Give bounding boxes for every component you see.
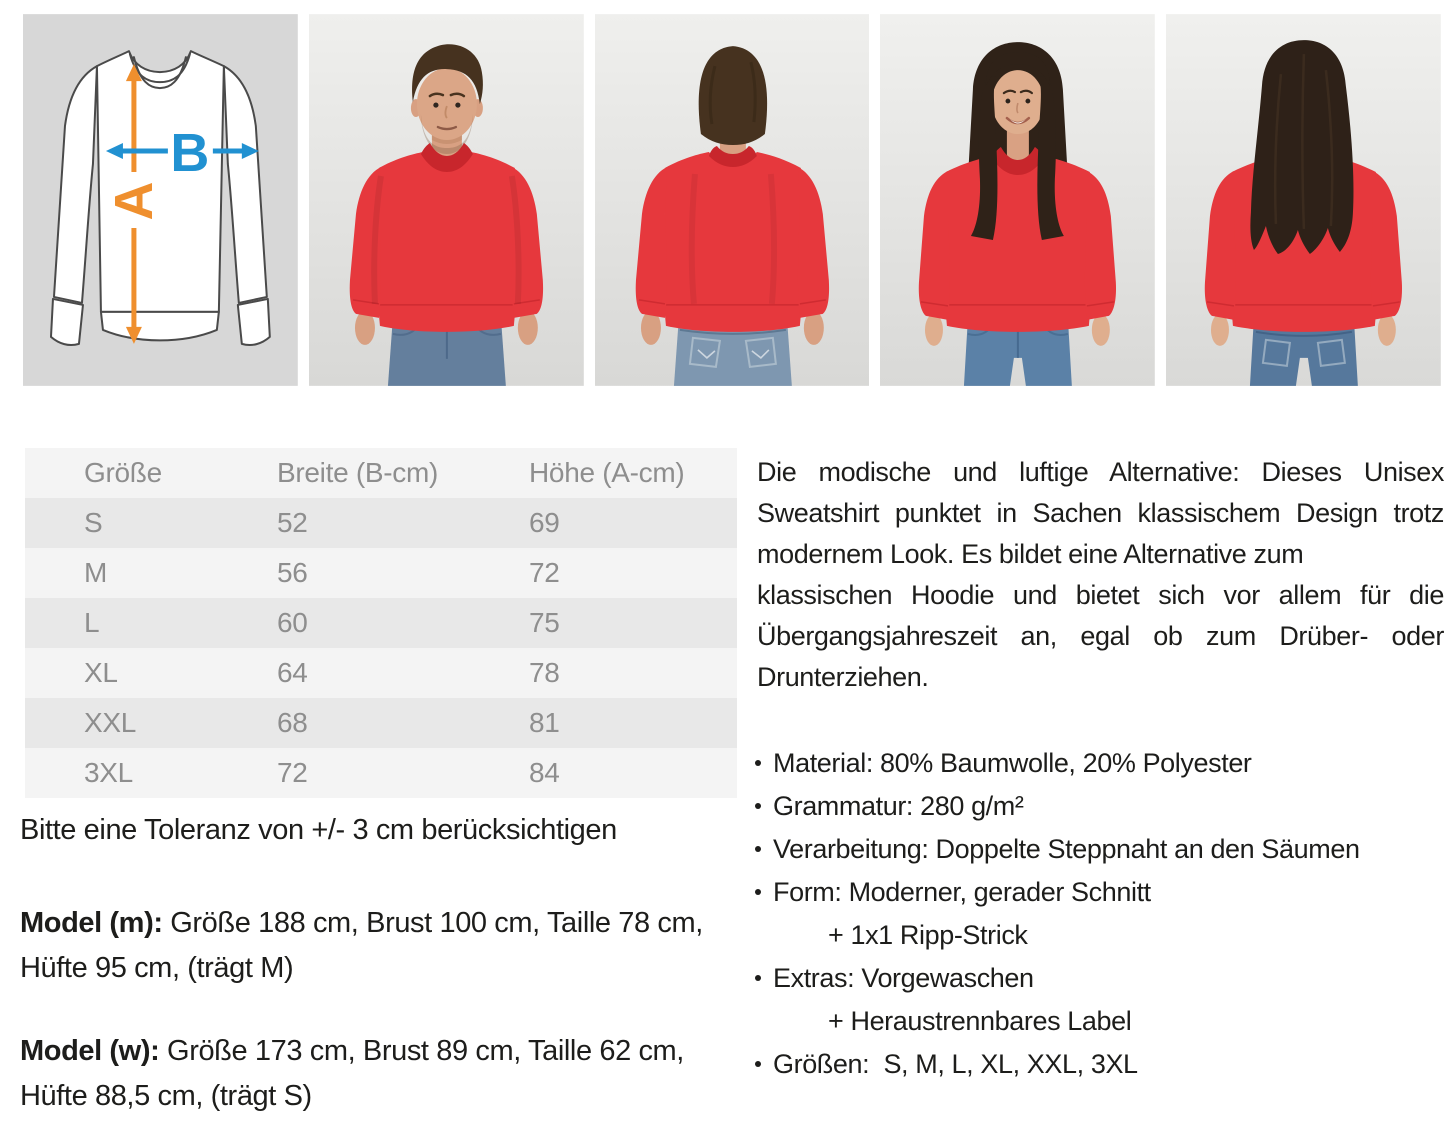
man-back-illustration	[595, 14, 870, 386]
table-cell: M	[84, 557, 108, 588]
feature-text: Grammatur: 280 g/m²	[773, 791, 1024, 821]
bullet-dot	[755, 975, 761, 981]
feature-item	[757, 914, 1444, 957]
table-cell: 75	[529, 607, 560, 638]
bullet-dot	[755, 760, 761, 766]
bullet-dot	[755, 803, 761, 809]
table-row	[25, 598, 737, 648]
table-cell: 72	[529, 557, 560, 588]
hand	[1378, 314, 1396, 346]
feature-item	[757, 785, 1444, 828]
table-cell: S	[84, 507, 103, 538]
sweatshirt-back	[635, 146, 828, 332]
size-table	[25, 448, 737, 798]
table-row	[25, 548, 737, 598]
feature-text: Größen: S, M, L, XL, XXL, 3XL	[773, 1049, 1138, 1079]
description-line: modernem Look. Es bildet eine Alternative zum	[757, 539, 1304, 569]
hair-back-long	[1251, 40, 1354, 254]
feature-text: Form: Moderner, gerader Schnitt	[773, 877, 1151, 907]
table-cell: 68	[277, 707, 308, 738]
feature-item	[757, 1043, 1444, 1086]
table-cell: 81	[529, 707, 560, 738]
feature-text: Material: 80% Baumwolle, 20% Polyester	[773, 748, 1252, 778]
product-description	[757, 452, 1444, 1086]
hand	[925, 314, 943, 346]
model-m-details: Größe 188 cm, Brust 100 cm, Taille 78 cm, Hüfte 95 cm, (trägt M)	[20, 907, 703, 984]
feature-item	[757, 828, 1444, 871]
model-m-info	[20, 901, 732, 991]
description-line: klassischen Hoodie und bietet sich vor allem für die	[757, 580, 1444, 610]
woman-front-illustration	[880, 14, 1155, 386]
tolerance-note: Bitte eine Toleranz von +/- 3 cm berücksichtigen	[20, 814, 617, 846]
sweatshirt	[919, 147, 1116, 332]
table-cell: 69	[529, 507, 560, 538]
table-cell: 60	[277, 607, 308, 638]
description-line: Übergangsjahreszeit an, egal ob zum Drüber- oder	[757, 621, 1444, 651]
size-diagram-panel[interactable]	[23, 14, 298, 386]
photo-man-back[interactable]	[595, 14, 870, 386]
model-w-info	[20, 1029, 732, 1119]
table-cell: 78	[529, 657, 560, 688]
description-line: Die modische und luftige Alternative: Dieses Unisex	[757, 457, 1444, 487]
photo-man-front[interactable]	[309, 14, 584, 386]
model-w-details: Größe 173 cm, Brust 89 cm, Taille 62 cm, Hüfte 88,5 cm, (trägt S)	[20, 1035, 684, 1112]
width-measure-label: B	[170, 123, 210, 184]
photo-woman-back[interactable]	[1166, 14, 1441, 386]
feature-item	[757, 871, 1444, 914]
hand	[1211, 314, 1229, 346]
description-line: Drunterziehen.	[757, 662, 929, 692]
table-cell: XXL	[84, 707, 137, 738]
table-row	[25, 698, 737, 748]
feature-list	[757, 742, 1444, 1086]
bullet-dot	[755, 846, 761, 852]
table-cell: 64	[277, 657, 308, 688]
description-paragraph	[757, 452, 1444, 698]
table-cell: 84	[529, 757, 560, 788]
column-header: Größe	[84, 457, 162, 488]
height-measure-label: A	[103, 181, 164, 221]
table-cell: XL	[84, 657, 118, 688]
photo-woman-front[interactable]	[880, 14, 1155, 386]
feature-text: Extras: Vorgewaschen	[773, 963, 1034, 993]
description-line: Sweatshirt punktet in Sachen klassischem Design trotz	[757, 498, 1444, 528]
feature-item	[757, 1000, 1444, 1043]
table-row	[25, 498, 737, 548]
column-header: Breite (B-cm)	[277, 457, 438, 488]
feature-item	[757, 742, 1444, 785]
bullet-dot	[755, 1061, 761, 1067]
table-row	[25, 748, 737, 798]
table-cell: 56	[277, 557, 308, 588]
woman-back-illustration	[1166, 14, 1441, 386]
table-cell: 52	[277, 507, 308, 538]
table-row	[25, 648, 737, 698]
table-cell: 3XL	[84, 757, 133, 788]
feature-item	[757, 957, 1444, 1000]
feature-text: + Heraustrennbares Label	[828, 1006, 1132, 1036]
product-gallery	[23, 14, 1441, 386]
table-cell: L	[84, 607, 100, 638]
table-cell: 72	[277, 757, 308, 788]
man-front-illustration	[309, 14, 584, 386]
model-w-label: Model (w):	[20, 1035, 160, 1067]
hand	[1092, 314, 1110, 346]
size-diagram	[23, 14, 298, 386]
sweatshirt	[350, 143, 543, 332]
column-header: Höhe (A-cm)	[529, 457, 685, 488]
table-header-row	[25, 448, 737, 498]
model-m-label: Model (m):	[20, 907, 163, 939]
feature-text: + 1x1 Ripp-Strick	[828, 920, 1028, 950]
feature-text: Verarbeitung: Doppelte Steppnaht an den Säumen	[773, 834, 1360, 864]
bullet-dot	[755, 889, 761, 895]
